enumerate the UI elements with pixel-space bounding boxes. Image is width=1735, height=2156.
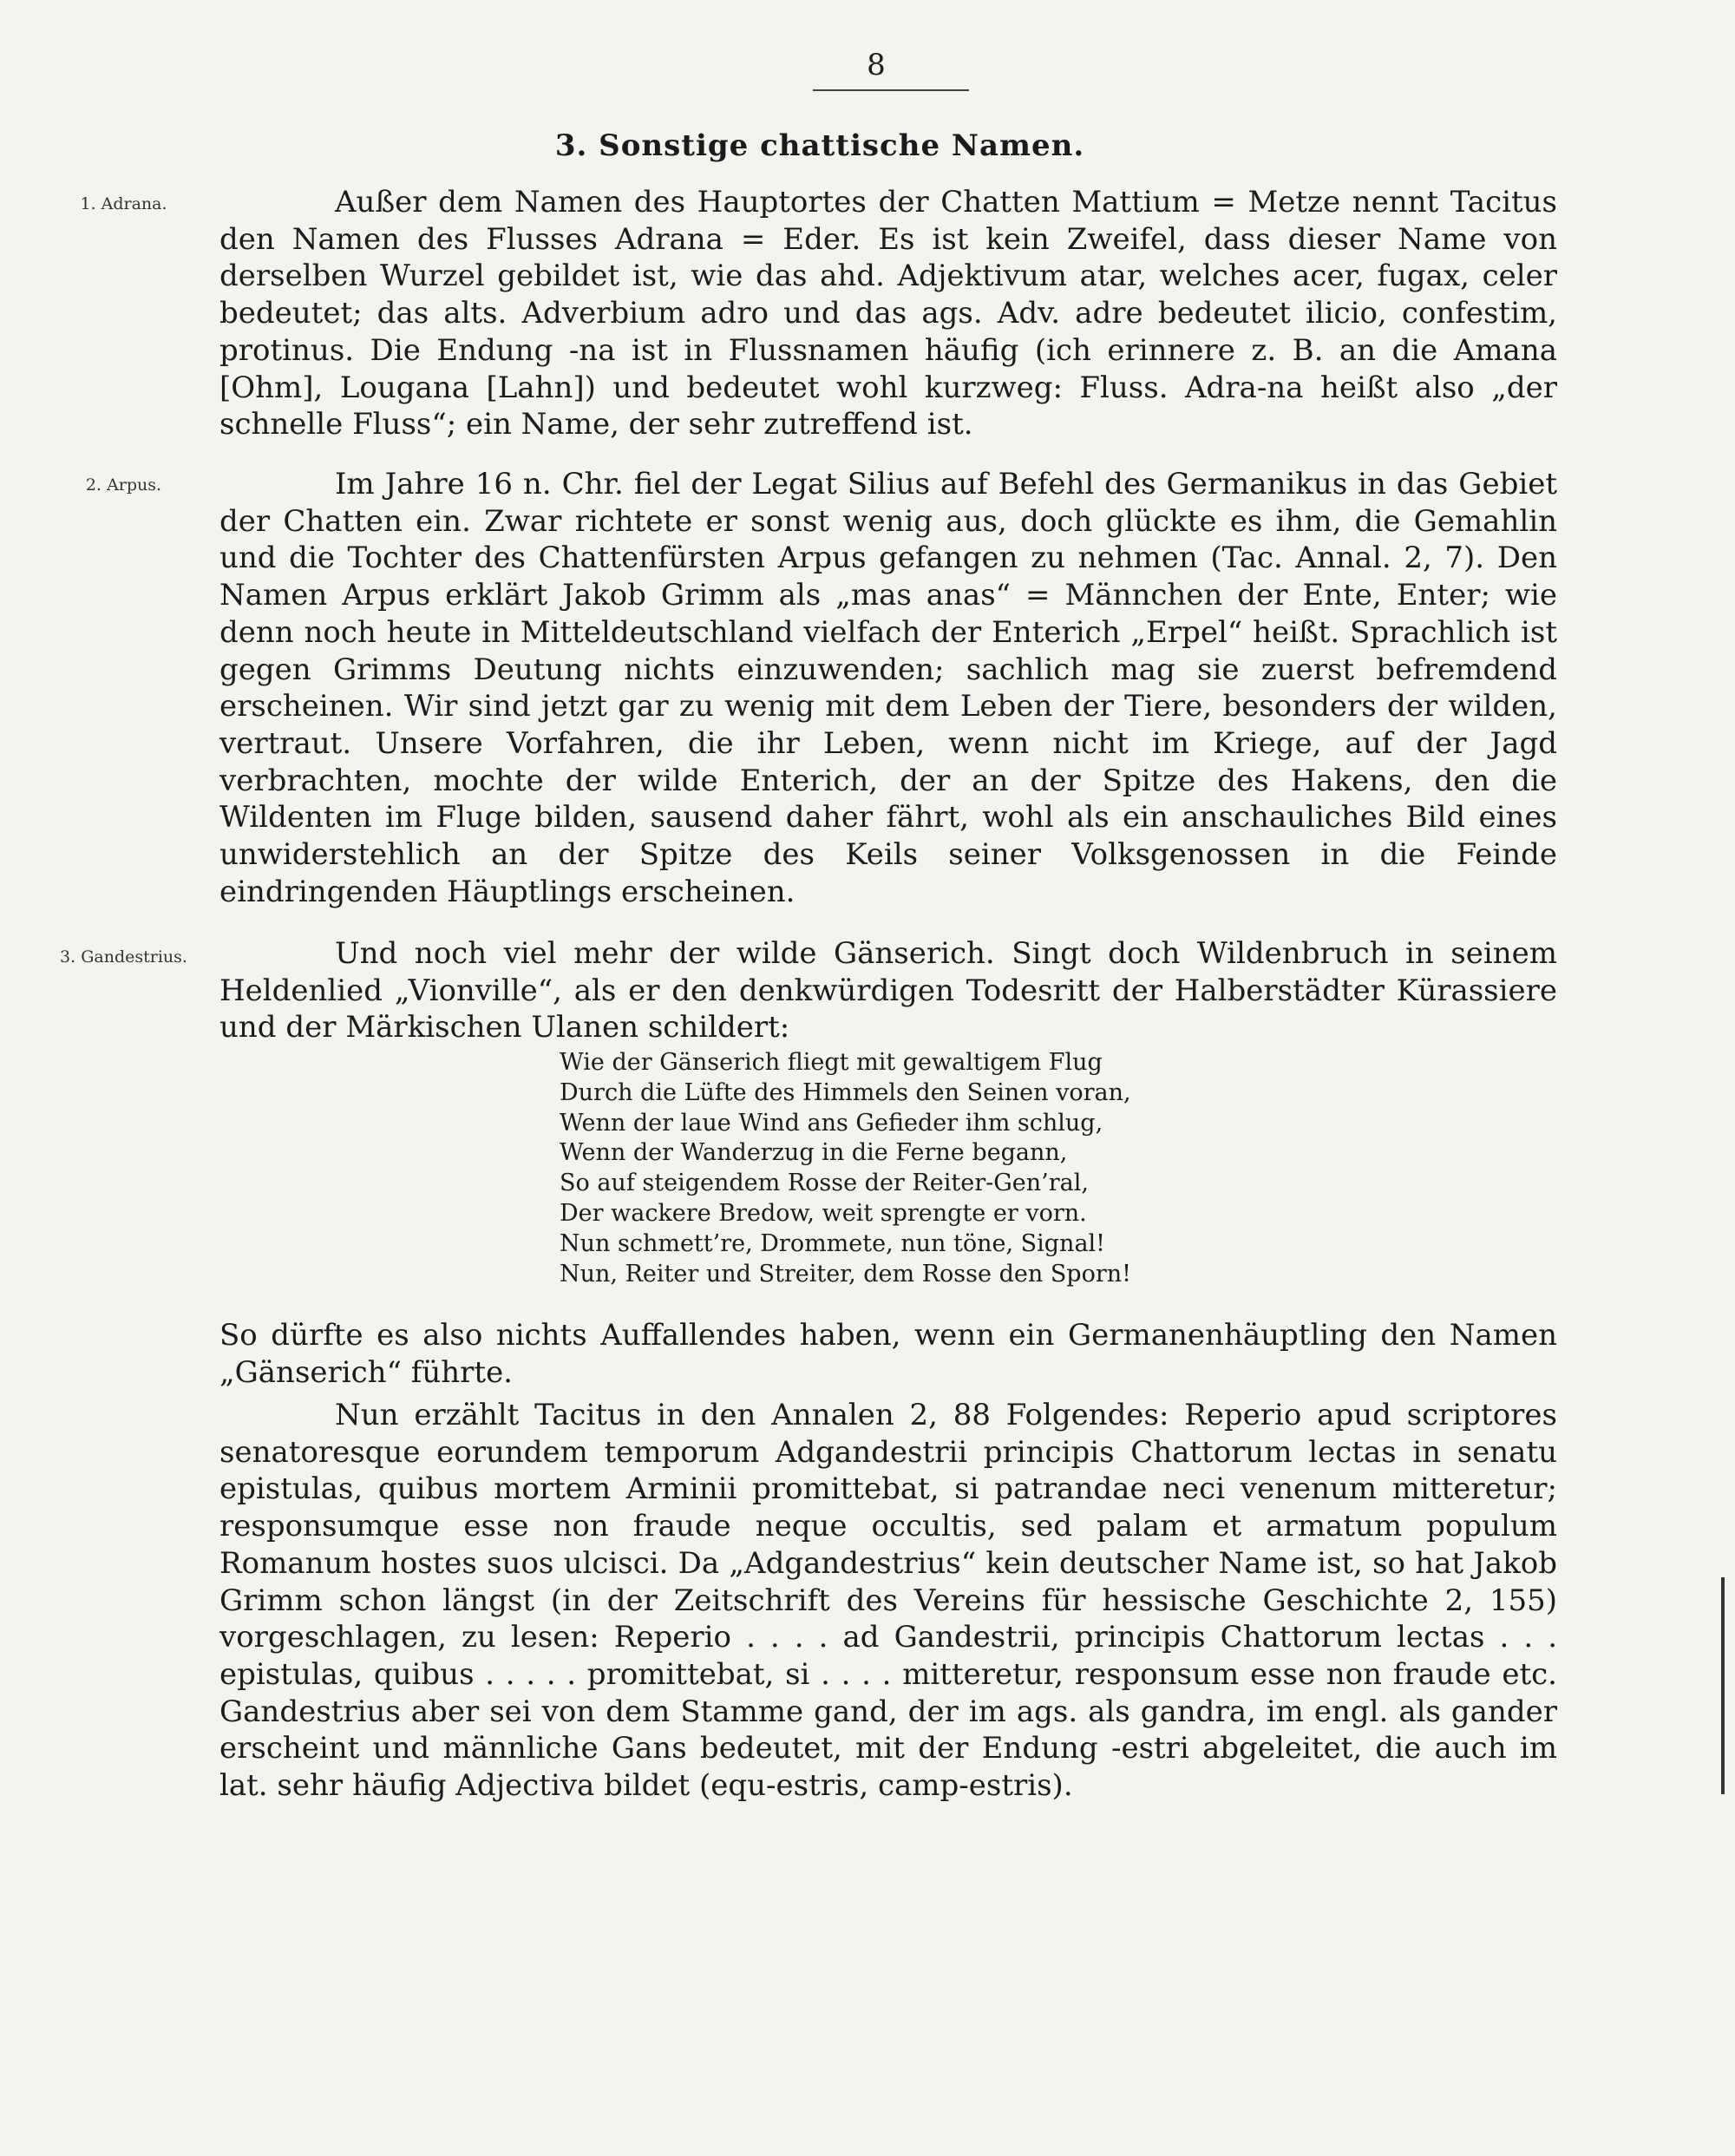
poem-line: Wie der Gänserich fliegt mit gewaltigem Flug (560, 1049, 1103, 1076)
page-number-rule (813, 89, 969, 91)
poem-line: Nun, Reiter und Streiter, dem Rosse den Sporn! (560, 1260, 1131, 1288)
section-heading: 3. Sonstige chattische Namen. (554, 128, 1085, 163)
poem-line: Durch die Lüfte des Himmels den Seinen voran, (560, 1078, 1131, 1106)
paragraph-adrana-text: Außer dem Namen des Hauptortes der Chatten Mattium = Metze nennt Tacitus den Namen des Flusses Adrana = Eder. Es ist kein Zweifel, dass dieser Name von derselben Wurzel gebildet ist, wie das ahd. Adjektivum atar, welches acer, fugax, celer bedeutet; das alts. Adverbium adro und das ags. Adv. adre bedeutet ilicio, confestim, protinus. Die Endung -na ist in Flussnamen häufig (ich erinnere z. B. an die Amana [Ohm], Lougana [Lahn]) und bedeutet wohl kurzweg: Fluss. Adra-na heißt also „der schnelle Fluss“; ein Name, der sehr zutreffend ist. (219, 185, 1557, 442)
paragraph-arpus (219, 466, 1557, 910)
paragraph-gandestrius-intro-text: Und noch viel mehr der wilde Gänserich. Singt doch Wildenbruch in seinem Heldenlied „Vionville“, als er den denkwürdigen Todesritt der Halberstädter Kürassiere und der Märkischen Ulanen schildert: (219, 936, 1557, 1045)
paragraph-tacitus (219, 1397, 1557, 1805)
poem-line: Der wackere Bredow, weit sprengte er vorn. (560, 1199, 1087, 1227)
page-edge-mark (1721, 1577, 1725, 1794)
paragraph-after-poem (219, 1317, 1557, 1391)
paragraph-after-poem-text: So dürfte es also nichts Auffallendes haben, wenn ein Germanenhäuptling den Namen „Gänserich“ führte. (219, 1318, 1557, 1390)
paragraph-adrana (219, 184, 1557, 443)
poem-line: Nun schmett’re, Drommete, nun töne, Signal! (560, 1229, 1106, 1257)
poem-line: So auf steigendem Rosse der Reiter-Gen’ral, (560, 1170, 1089, 1197)
page-number: 8 (867, 48, 886, 82)
margin-label-arpus: 2. Arpus. (85, 475, 162, 495)
margin-label-gandestrius: 3. Gandestrius. (60, 947, 187, 967)
poem-line: Wenn der Wanderzug in die Ferne begann, (560, 1139, 1068, 1167)
poem-quotation (560, 1048, 1254, 1289)
margin-label-adrana: 1. Adrana. (80, 194, 167, 213)
paragraph-gandestrius-intro (219, 935, 1557, 1046)
poem-line: Wenn der laue Wind ans Gefieder ihm schlug, (560, 1109, 1103, 1137)
paragraph-tacitus-text: Nun erzählt Tacitus in den Annalen 2, 88 Folgendes: Reperio apud scriptores senatoresque eorundem temporum Adgandestrii principis Chattorum lectas in senatu epistulas, quibus mortem Arminii promittebat, si patrandae neci venenum mitteretur; responsumque esse non fraude neque occultis, sed palam et armatum populum Romanum hostes suos ulcisci. Da „Adgandestrius“ kein deutscher Name ist, so hat Jakob Grimm schon längst (in der Zeitschrift des Vereins für hessische Geschichte 2, 155) vorgeschlagen, zu lesen: Reperio . . . . ad Gandestrii, principis Chattorum lectas . . . epistulas, quibus . . . . . promittebat, si . . . . mitteretur, responsum esse non fraude etc. Gandestrius aber sei von dem Stamme gand, der im ags. als gandra, im engl. als gander erscheint und männliche Gans bedeutet, mit der Endung -estri abgeleitet, die auch im lat. sehr häufig Adjectiva bildet (equ-estris, camp-estris). (219, 1398, 1557, 1804)
paragraph-arpus-text: Im Jahre 16 n. Chr. fiel der Legat Silius auf Befehl des Germanikus in das Gebiet der Chatten ein. Zwar richtete er sonst wenig aus, doch glückte es ihm, die Gemahlin und die Tochter des Chattenfürsten Arpus gefangen zu nehmen (Tac. Annal. 2, 7). Den Namen Arpus erklärt Jakob Grimm als „mas anas“ = Männchen der Ente, Enter; wie denn noch heute in Mitteldeutschland vielfach der Enterich „Erpel“ heißt. Sprachlich ist gegen Grimms Deutung nichts einzuwenden; sachlich mag sie zuerst befremdend erscheinen. Wir sind jetzt gar zu wenig mit dem Leben der Tiere, besonders der wilden, vertraut. Unsere Vorfahren, die ihr Leben, wenn nicht im Kriege, auf der Jagd verbrachten, mochte der wilde Enterich, der an der Spitze des Hakens, den die Wildenten im Fluge bilden, sausend daher fährt, wohl als ein anschauliches Bild eines unwiderstehlich an der Spitze des Keils seiner Volksgenossen in die Feinde eindringenden Häuptlings erscheinen. (219, 467, 1557, 909)
